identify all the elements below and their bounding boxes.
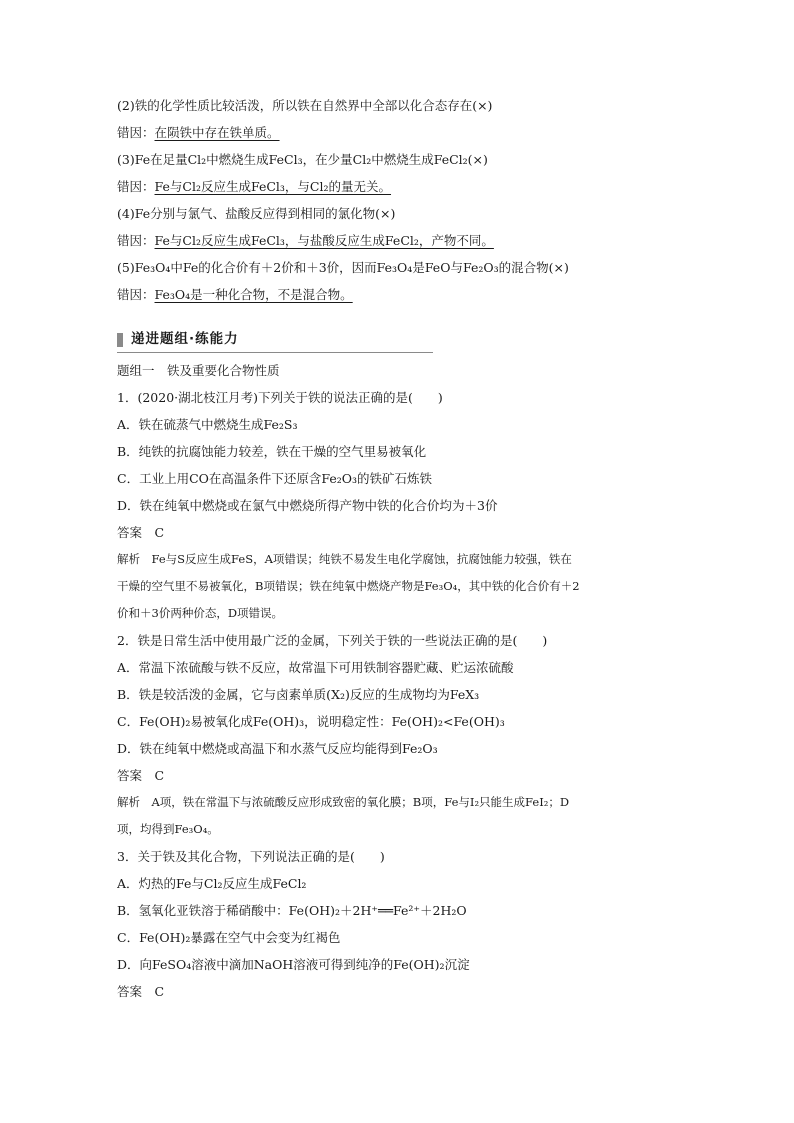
correction-2: 错因：在陨铁中存在铁单质。 — [117, 125, 280, 140]
option-b: B．纯铁的抗腐蚀能力较差，铁在干燥的空气里易被氧化 — [117, 444, 427, 459]
document-page — [117, 92, 687, 1005]
correction-3: 错因：Fe与Cl₂反应生成FeCl₃，与Cl₂的量无关。 — [117, 179, 392, 194]
correction-4: 错因：Fe与Cl₂反应生成FeCl₃，与盐酸反应生成FeCl₂，产物不同。 — [117, 233, 494, 248]
correction-5: 错因：Fe₃O₄是一种化合物，不是混合物。 — [117, 287, 353, 302]
option-d: D．铁在纯氧中燃烧或在氯气中燃烧所得产物中铁的化合价均为＋3价 — [117, 498, 498, 513]
option-a: A．铁在硫蒸气中燃烧生成Fe₂S₃ — [117, 417, 298, 432]
option-c: C．Fe(OH)₂暴露在空气中会变为红褐色 — [117, 930, 341, 945]
answer: 答案 C — [117, 525, 165, 540]
group-title: 题组一 铁及重要化合物性质 — [117, 363, 280, 378]
analysis-line: 解析 A项，铁在常温下与浓硫酸反应形成致密的氧化膜；B项，Fe与I₂只能生成FeI₂；D — [117, 795, 570, 809]
judgement-item-3: (3)Fe在足量Cl₂中燃烧生成FeCl₃，在少量Cl₂中燃烧生成FeCl₂(×) — [117, 152, 488, 167]
judgement-item-2: (2)铁的化学性质比较活泼，所以铁在自然界中全部以化合态存在(×) — [117, 98, 493, 113]
analysis-line: 解析 Fe与S反应生成FeS，A项错误；纯铁不易发生电化学腐蚀，抗腐蚀能力较强，铁在 — [117, 552, 572, 566]
question-1 — [117, 384, 687, 627]
option-b: B．铁是较活泼的金属，它与卤素单质(X₂)反应的生成物均为FeX₃ — [117, 687, 480, 702]
option-a: A．灼热的Fe与Cl₂反应生成FeCl₂ — [117, 876, 307, 891]
answer: 答案 C — [117, 984, 165, 999]
judgement-item-5: (5)Fe₃O₄中Fe的化合价有＋2价和＋3价，因而Fe₃O₄是FeO与Fe₂O₃的混合物(×) — [117, 260, 569, 275]
judgement-item-4: (4)Fe分别与氯气、盐酸反应得到相同的氯化物(×) — [117, 206, 396, 221]
section-title: 递进题组·练能力 — [131, 331, 239, 347]
section-divider — [117, 352, 433, 353]
analysis-line: 价和＋3价两种价态，D项错误。 — [117, 606, 284, 620]
analysis-line: 干燥的空气里不易被氧化，B项错误；铁在纯氧中燃烧产物是Fe₃O₄，其中铁的化合价有＋2 — [117, 579, 580, 593]
option-b: B．氢氧化亚铁溶于稀硝酸中：Fe(OH)₂＋2H⁺══Fe²⁺＋2H₂O — [117, 903, 467, 918]
question-3 — [117, 843, 687, 1005]
section-header — [117, 319, 687, 355]
question-stem: 2．铁是日常生活中使用最广泛的金属，下列关于铁的一些说法正确的是( ) — [117, 633, 548, 648]
option-c: C．工业上用CO在高温条件下还原含Fe₂O₃的铁矿石炼铁 — [117, 471, 433, 486]
question-stem: 1．(2020·湖北枝江月考)下列关于铁的说法正确的是( ) — [117, 390, 443, 405]
option-d: D．向FeSO₄溶液中滴加NaOH溶液可得到纯净的Fe(OH)₂沉淀 — [117, 957, 470, 972]
option-a: A．常温下浓硫酸与铁不反应，故常温下可用铁制容器贮藏、贮运浓硫酸 — [117, 660, 514, 675]
analysis-line: 项，均得到Fe₃O₄。 — [117, 822, 219, 836]
question-2 — [117, 627, 687, 843]
question-stem: 3．关于铁及其化合物，下列说法正确的是( ) — [117, 849, 385, 864]
option-c: C．Fe(OH)₂易被氧化成Fe(OH)₃，说明稳定性：Fe(OH)₂<Fe(OH)₃ — [117, 714, 505, 729]
option-d: D．铁在纯氧中燃烧或高温下和水蒸气反应均能得到Fe₂O₃ — [117, 741, 438, 756]
answer: 答案 C — [117, 768, 165, 783]
section-marker-icon — [117, 333, 123, 347]
